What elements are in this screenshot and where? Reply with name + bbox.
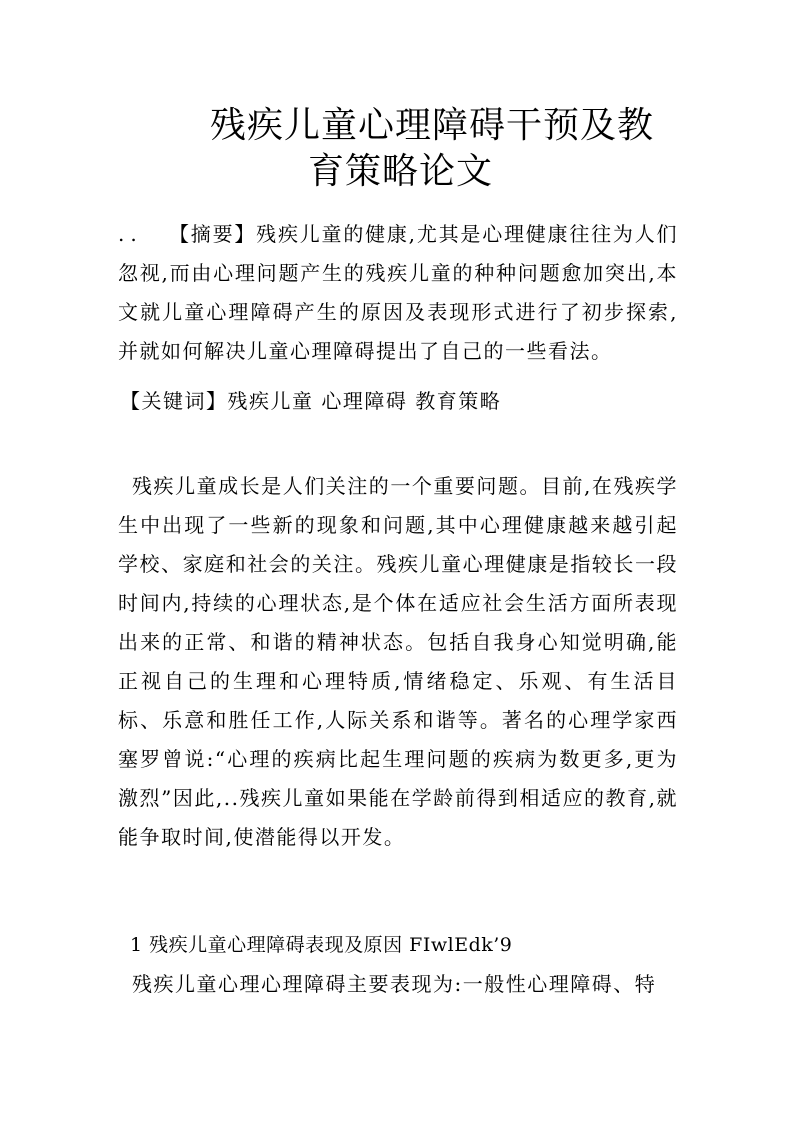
keywords-line: 【关键词】残疾儿童 心理障碍 教育策略 — [120, 389, 502, 413]
last-paragraph — [118, 965, 678, 1004]
abstract-paragraph — [118, 215, 678, 371]
last-paragraph-text: 残疾儿童心理心理障碍主要表现为:一般性心理障碍、特 — [132, 972, 657, 996]
body-paragraph — [118, 467, 678, 857]
abstract-text: 【摘要】残疾儿童的健康,尤其是心理健康往往为人们忽视,而由心理问题产生的残疾儿童的种种问题愈加突出,本文就儿童心理障碍产生的原因及表现形式进行了初步探索,并就如何解决儿童心理障碍提出了自己的一些看法。 — [118, 222, 678, 363]
abstract-prefix: .. — [118, 222, 143, 246]
body-paragraph-text: 残疾儿童成长是人们关注的一个重要问题。目前,在残疾学生中出现了一些新的现象和问题,其中心理健康越来越引起学校、家庭和社会的关注。残疾儿童心理健康是指较长一段时间内,持续的心理状态,是个体在适应社会生活方面所表现出来的正常、和谐的精神状态。包括自我身心知觉明确,能正视自己的生理和心理特质,情绪稳定、乐观、有生活目标、乐意和胜任工作,人际关系和谐等。著名的心理学家西塞罗曾说:“心理的疾病比起生理问题的疾病为数更多,更为激烈”因此,..残疾儿童如果能在学龄前得到相适应的教育,就能争取时间,使潜能得以开发。 — [118, 474, 678, 849]
section-heading: 1 残疾儿童心理障碍表现及原因 FIwlEdk’9 — [130, 934, 513, 956]
document-title-line-1: 残疾儿童心理障碍干预及教 — [210, 105, 655, 146]
document-title-line-2: 育策略论文 — [308, 151, 494, 192]
